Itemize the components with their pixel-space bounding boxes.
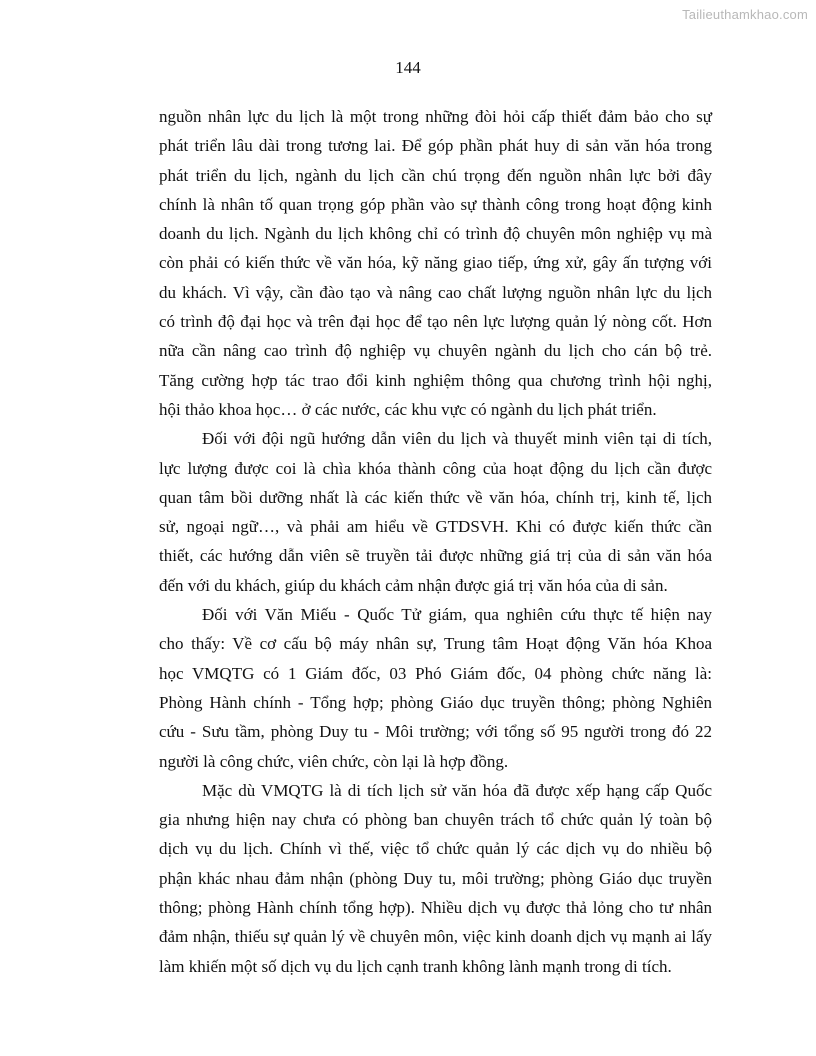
text-line: nguồn nhân lực du lịch là một trong những đòi hỏi cấp thiết đảm bảo cho sự	[159, 107, 712, 126]
text-line: gia nhưng hiện nay chưa có phòng ban chuyên trách tổ chức quản lý toàn bộ	[159, 810, 712, 830]
body-text	[159, 102, 712, 981]
text-line: du khách. Vì vậy, cần đào tạo và nâng cao chất lượng nguồn nhân lực du lịch	[159, 282, 712, 302]
text-line: phát triển lâu dài trong tương lai. Để góp phần phát huy di sản văn hóa trong	[159, 136, 712, 156]
watermark-text: Tailieuthamkhao.com	[682, 7, 808, 22]
text-line: thông; phòng Hành chính tổng hợp). Nhiều dịch vụ được thả lỏng cho tư nhân	[159, 898, 712, 918]
paragraph	[159, 776, 712, 981]
text-line: học VMQTG có 1 Giám đốc, 03 Phó Giám đốc, 04 phòng chức năng là:	[159, 663, 712, 683]
paragraph	[159, 424, 712, 600]
text-line: Mặc dù VMQTG là di tích lịch sử văn hóa đã được xếp hạng cấp Quốc	[202, 780, 712, 800]
text-line: lực lượng được coi là chìa khóa thành công của hoạt động du lịch cần được	[159, 458, 712, 478]
paragraph	[159, 102, 712, 424]
text-line: Đối với đội ngũ hướng dẫn viên du lịch và thuyết minh viên tại di tích,	[202, 429, 712, 449]
text-line: doanh du lịch. Ngành du lịch không chỉ có trình độ chuyên môn nghiệp vụ mà	[159, 224, 712, 244]
text-line: quan tâm bồi dưỡng nhất là các kiến thức về văn hóa, chính trị, kinh tế, lịch	[159, 487, 712, 507]
text-line: có trình độ đại học và trên đại học để tạo nên lực lượng quản lý nòng cốt. Hơn	[159, 312, 712, 332]
text-line: thiết, các hướng dẫn viên sẽ truyền tải được những giá trị của di sản văn hóa	[159, 546, 712, 566]
text-line: cho thấy: Về cơ cấu bộ máy nhân sự, Trung tâm Hoạt động Văn hóa Khoa	[159, 634, 712, 654]
text-line: đến với du khách, giúp du khách cảm nhận được giá trị văn hóa của di sản.	[159, 575, 668, 595]
text-line: phận khác nhau đảm nhận (phòng Duy tu, môi trường; phòng Giáo dục truyền	[159, 868, 712, 888]
text-line: dịch vụ du lịch. Chính vì thế, việc tổ chức quản lý các dịch vụ do nhiều bộ	[159, 839, 712, 859]
text-line: hội thảo khoa học… ở các nước, các khu vực có ngành du lịch phát triển.	[159, 399, 657, 419]
text-line: nữa cần nâng cao trình độ nghiệp vụ chuyên ngành du lịch cho cán bộ trẻ.	[159, 341, 712, 361]
text-line: còn phải có kiến thức về văn hóa, kỹ năng giao tiếp, ứng xử, gây ấn tượng với	[159, 253, 712, 273]
text-line: Phòng Hành chính - Tổng hợp; phòng Giáo dục truyền thông; phòng Nghiên	[159, 692, 712, 712]
text-line: cứu - Sưu tầm, phòng Duy tu - Môi trường; với tổng số 95 người trong đó 22	[159, 722, 712, 742]
text-line: làm khiến một số dịch vụ du lịch cạnh tranh không lành mạnh trong di tích.	[159, 956, 672, 976]
text-line: người là công chức, viên chức, còn lại là hợp đồng.	[159, 751, 509, 771]
text-line: phát triển du lịch, ngành du lịch cần chú trọng đến nguồn nhân lực bởi đây	[159, 165, 712, 185]
text-line: Tăng cường hợp tác trao đổi kinh nghiệm thông qua chương trình hội nghị,	[159, 370, 712, 390]
text-line: Đối với Văn Miếu - Quốc Tử giám, qua nghiên cứu thực tế hiện nay	[202, 605, 712, 625]
text-line: chính là nhân tố quan trọng góp phần vào sự thành công trong hoạt động kinh	[159, 194, 712, 214]
page-number: 144	[395, 58, 421, 77]
paragraph	[159, 600, 712, 776]
text-line: đảm nhận, thiếu sự quản lý về chuyên môn, việc kinh doanh dịch vụ mạnh ai lấy	[159, 927, 712, 947]
text-line: sử, ngoại ngữ…, và phải am hiểu về GTDSVH. Khi có được kiến thức cần	[159, 517, 712, 537]
